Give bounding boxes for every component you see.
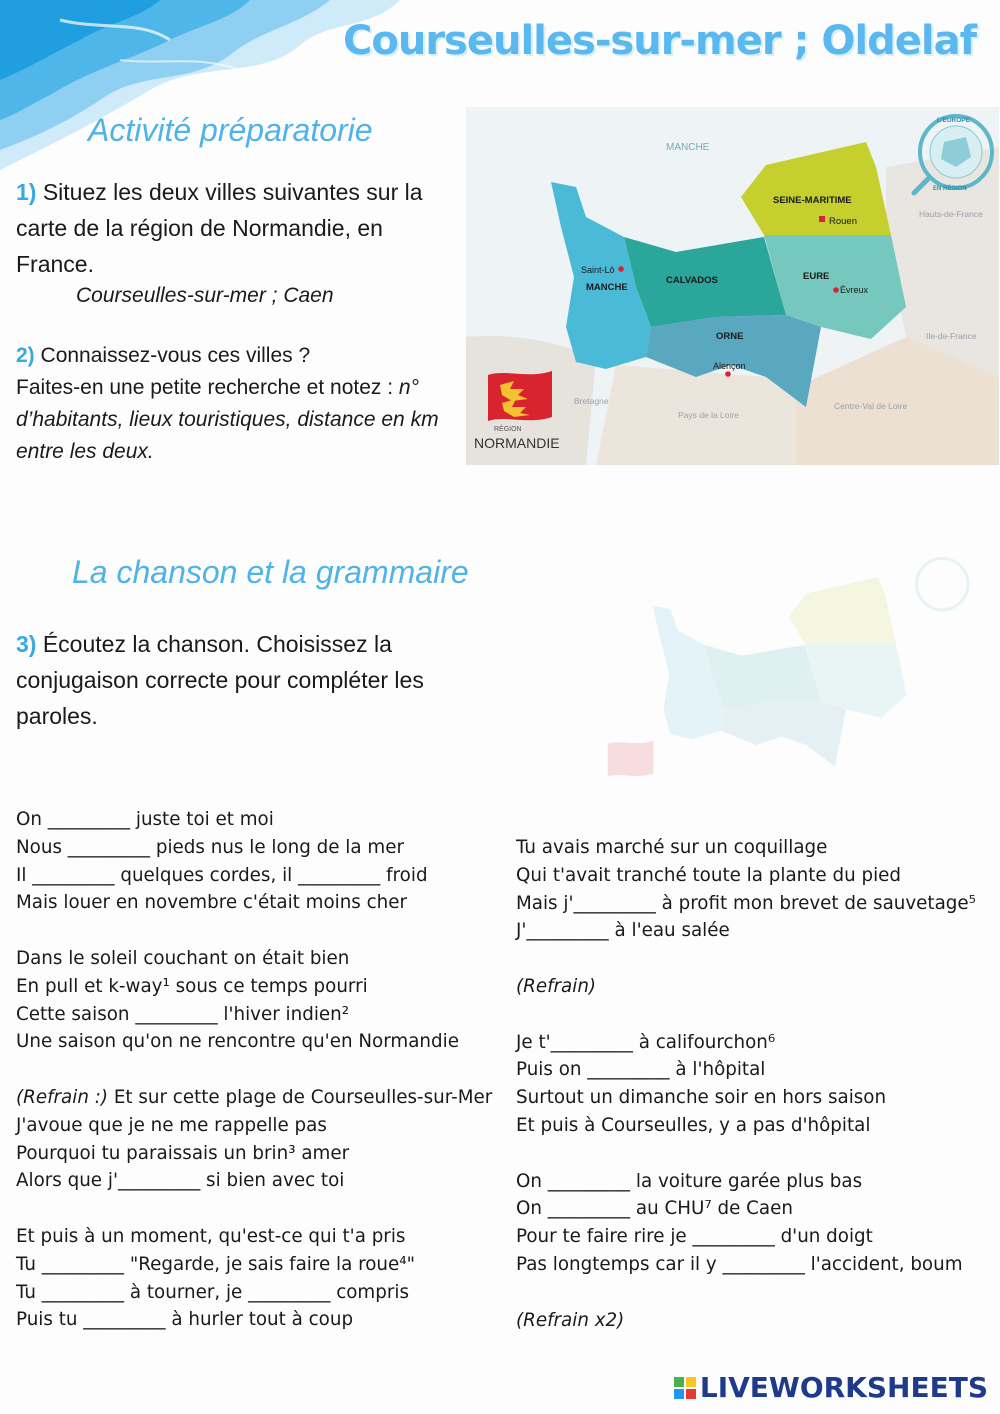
map-neighbor-ile-de-france: Ile-de-France bbox=[926, 331, 977, 341]
lyrics-column-right bbox=[516, 834, 996, 1334]
lyrics-right-line bbox=[516, 945, 996, 973]
lyrics-left-line bbox=[16, 1195, 506, 1223]
lyrics-left-line: Cette saison _________ l'hiver indien² bbox=[16, 1003, 350, 1025]
map-city-marker-evreux bbox=[833, 287, 839, 293]
map-region-name: NORMANDIE bbox=[474, 435, 560, 451]
map-label-sea: MANCHE bbox=[666, 142, 710, 153]
faded-map-watermark bbox=[590, 552, 975, 808]
lyrics-left-line: Tu _________ "Regarde, je sais faire la roue⁴" bbox=[16, 1253, 416, 1275]
question-3-number: 3) bbox=[16, 631, 37, 657]
map-badge-bottom: EN RÉGION bbox=[933, 186, 967, 192]
map-neighbor-bretagne: Bretagne bbox=[574, 396, 609, 406]
lyrics-left-line: Il _________ quelques cordes, il _________ froid bbox=[16, 864, 428, 886]
question-3 bbox=[16, 626, 456, 734]
lyrics-right-line: Qui t'avait tranché toute la plante du pied bbox=[516, 864, 902, 886]
lyrics-left-line bbox=[16, 917, 506, 945]
question-2-items: n° d’habitants, lieux touristiques, distance en km entre les deux. bbox=[16, 376, 439, 463]
map-city-alencon: Alençon bbox=[713, 361, 746, 371]
map-label-orne: ORNE bbox=[716, 331, 744, 342]
lyrics-right-line: On _________ au CHU⁷ de Caen bbox=[516, 1198, 793, 1220]
lyrics-right-line bbox=[516, 1140, 996, 1168]
lyrics-right-line: J'_________ à l'eau salée bbox=[516, 920, 730, 942]
map-neighbor-centre-val-de-loire: Centre-Val de Loire bbox=[834, 401, 908, 411]
lyrics-right-line: Pas longtemps car il y _________ l'accident, boum bbox=[516, 1253, 963, 1275]
map-neighbor-pays-de-la-loire: Pays de la Loire bbox=[678, 410, 739, 420]
question-1-text: Situez les deux villes suivantes sur la carte de la région de Normandie, en France. bbox=[16, 179, 423, 277]
question-1 bbox=[16, 174, 456, 282]
map-neighbor-hauts-de-france: Hauts-de-France bbox=[919, 209, 983, 219]
section-title-preparatory: Activité préparatorie bbox=[88, 112, 373, 148]
lyrics-column-left bbox=[16, 806, 506, 1334]
lyrics-right-line: Puis on _________ à l'hôpital bbox=[516, 1059, 766, 1081]
lyrics-right-line: Je t'_________ à califourchon⁶ bbox=[516, 1031, 776, 1053]
lyrics-left-line: J'avoue que je ne me rappelle pas bbox=[16, 1114, 327, 1136]
lyrics-left-line bbox=[16, 1056, 506, 1084]
refrain-marker: (Refrain :) bbox=[16, 1086, 109, 1108]
question-2-number: 2) bbox=[16, 344, 35, 367]
map-city-marker-rouen bbox=[819, 216, 825, 222]
lyrics-left-line: Alors que j'_________ si bien avec toi bbox=[16, 1170, 345, 1192]
lyrics-left-line bbox=[16, 1084, 506, 1112]
lyrics-left-line: En pull et k-way¹ sous ce temps pourri bbox=[16, 975, 368, 997]
map-region-small: RÉGION bbox=[494, 426, 522, 433]
lyrics-right-line: Tu avais marché sur un coquillage bbox=[516, 837, 828, 858]
liveworksheets-logo-text: LIVEWORKSHEETS bbox=[699, 1371, 988, 1404]
question-1-number: 1) bbox=[16, 179, 37, 205]
lyrics-right-line: Mais j'_________ à profit mon brevet de sauvetage⁵ bbox=[516, 892, 976, 914]
lyrics-right-line bbox=[516, 1279, 996, 1307]
question-2-line1: Connaissez-vous ces villes ? bbox=[40, 344, 311, 367]
lyrics-right-line: Et puis à Courseulles, y a pas d'hôpital bbox=[516, 1114, 871, 1136]
question-2 bbox=[16, 340, 466, 468]
map-city-rouen: Rouen bbox=[829, 216, 857, 227]
page-title: Courseulles-sur-mer ; Oldelaf bbox=[343, 18, 976, 64]
map-badge-top: L'EUROPE bbox=[937, 117, 970, 124]
lyrics-right-line bbox=[516, 1001, 996, 1029]
liveworksheets-logo bbox=[674, 1371, 988, 1404]
map-label-calvados: CALVADOS bbox=[666, 275, 718, 286]
lyrics-right-line: (Refrain) bbox=[516, 975, 597, 997]
question-1-cities: Courseulles-sur-mer ; Caen bbox=[76, 284, 334, 307]
lyrics-left-line: On _________ juste toi et moi bbox=[16, 809, 274, 830]
map-label-manche: MANCHE bbox=[586, 282, 628, 293]
lyrics-right-line: Pour te faire rire je _________ d'un doigt bbox=[516, 1226, 873, 1248]
map-label-eure: EURE bbox=[803, 271, 830, 282]
map-city-marker-alencon bbox=[725, 371, 731, 377]
map-city-saint-lo: Saint-Lô bbox=[581, 265, 615, 275]
lyrics-left-line: Mais louer en novembre c'était moins cher bbox=[16, 892, 408, 914]
lyrics-left-line: Nous _________ pieds nus le long de la mer bbox=[16, 836, 404, 858]
question-3-text: Écoutez la chanson. Choisissez la conjugaison correcte pour compléter les paroles. bbox=[16, 631, 424, 729]
lyric-text: Et sur cette plage de Courseulles-sur-Mer bbox=[108, 1086, 493, 1108]
question-2-instruction: Faites-en une petite recherche et notez : bbox=[16, 376, 399, 399]
lyrics-left-line: Puis tu _________ à hurler tout à coup bbox=[16, 1309, 354, 1331]
map-city-evreux: Évreux bbox=[840, 285, 869, 295]
normandie-flag-icon bbox=[488, 371, 552, 421]
lyrics-right-line: Surtout un dimanche soir en hors saison bbox=[516, 1087, 887, 1109]
lyrics-left-line: Et puis à un moment, qu'est-ce qui t'a pris bbox=[16, 1225, 406, 1247]
section-title-song-grammar: La chanson et la grammaire bbox=[72, 554, 469, 590]
lyrics-left-line: Dans le soleil couchant on était bien bbox=[16, 947, 350, 969]
map-city-marker-saint-lo bbox=[618, 266, 624, 272]
map-label-seine-maritime: SEINE-MARITIME bbox=[773, 195, 852, 206]
lyrics-left-line: Une saison qu'on ne rencontre qu'en Normandie bbox=[16, 1031, 459, 1053]
lyrics-left-line: Pourquoi tu paraissais un brin³ amer bbox=[16, 1142, 350, 1164]
normandy-map bbox=[466, 107, 999, 465]
lyrics-left-line: Tu _________ à tourner, je _________ compris bbox=[16, 1281, 409, 1303]
liveworksheets-logo-icon bbox=[674, 1377, 696, 1399]
lyrics-right-line: (Refrain x2) bbox=[516, 1309, 625, 1331]
lyrics-right-line: On _________ la voiture garée plus bas bbox=[516, 1170, 863, 1192]
